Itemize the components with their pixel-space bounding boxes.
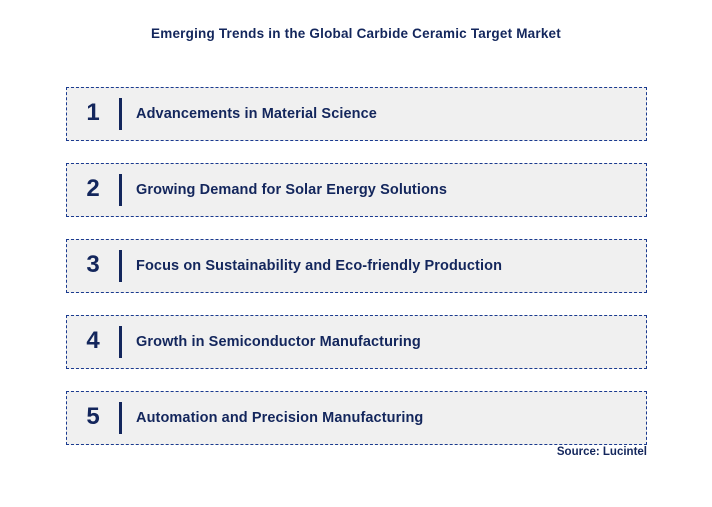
list-item-number: 2 xyxy=(86,175,100,202)
list-item xyxy=(66,163,647,217)
list-item-label: Focus on Sustainability and Eco-friendly Production xyxy=(136,258,503,274)
list-item-label: Growth in Semiconductor Manufacturing xyxy=(136,334,421,350)
list-item-number: 5 xyxy=(86,403,100,430)
list-item-label: Growing Demand for Solar Energy Solutions xyxy=(136,182,448,198)
trend-list xyxy=(66,87,647,445)
list-item xyxy=(66,239,647,293)
list-item-label: Advancements in Material Science xyxy=(136,106,377,122)
source-attribution: Source: Lucintel xyxy=(556,446,647,458)
list-item-number: 4 xyxy=(86,327,100,354)
page-title: Emerging Trends in the Global Carbide Ceramic Target Market xyxy=(151,26,561,41)
list-item xyxy=(66,391,647,445)
list-item-label: Automation and Precision Manufacturing xyxy=(136,410,424,426)
list-item xyxy=(66,315,647,369)
list-item-number: 1 xyxy=(86,99,100,126)
list-item xyxy=(66,87,647,141)
list-item-number: 3 xyxy=(86,251,100,278)
